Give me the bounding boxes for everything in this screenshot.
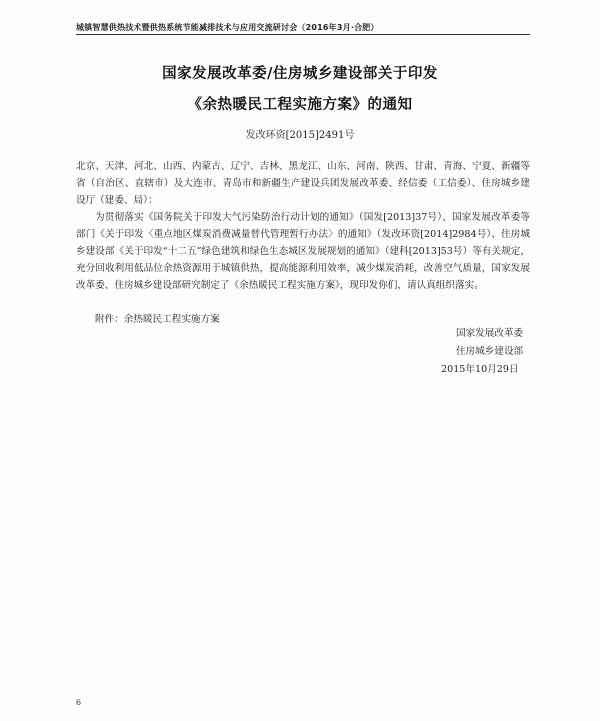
header-divider — [76, 34, 530, 35]
signature-date: 2015年10月29日 — [441, 364, 519, 375]
document-number: 发改环资[2015]2491号 — [245, 130, 355, 141]
recipients-paragraph: 北京、天津、河北、山西、内蒙古、辽宁、吉林、黑龙江、山东、河南、陕西、甘肃、青海、宁夏、新疆等省（自治区、直辖市）及大连市、青岛市和新疆生产建设兵团发展改革委、经信委（工信委）、住房城乡建设厅（建委、局）： — [76, 161, 530, 206]
attachment-line: 附件：余热暖民工程实施方案 — [95, 314, 220, 325]
running-header: 城镇智慧供热技术暨供热系统节能减排技术与应用交流研讨会（2016年3月·合肥） — [76, 23, 379, 32]
page-number: 6 — [76, 698, 82, 707]
document-title-line-1: 国家发展改革委/住房城乡建设部关于印发 — [162, 65, 438, 82]
body-paragraph: 为贯彻落实《国务院关于印发大气污染防治行动计划的通知》（国发[2013]37号）、国家发展改革委等部门《关于印发〈重点地区煤炭消费减量替代管理暂行办法〉的通知》（发改环资[2014]2984号）、住房城乡建设部《关于印发“十二五”绿色建筑和绿色生态城区发展规划的通知》（建科[2013]53号）等有关规定，充分回收利用低品位余热资源用于城镇供热，提高能源利用效率，减少煤炭消耗，改善空气质量，国家发展改革委、住房城乡建设部研究制定了《余热暖民工程实施方案》，现印发你们，请认真组织落实。 — [76, 212, 530, 291]
document-title-line-2: 《余热暖民工程实施方案》的通知 — [187, 96, 413, 113]
signature-org-ndrc: 国家发展改革委 — [456, 328, 524, 339]
signature-org-mohurd: 住房城乡建设部 — [456, 346, 524, 357]
